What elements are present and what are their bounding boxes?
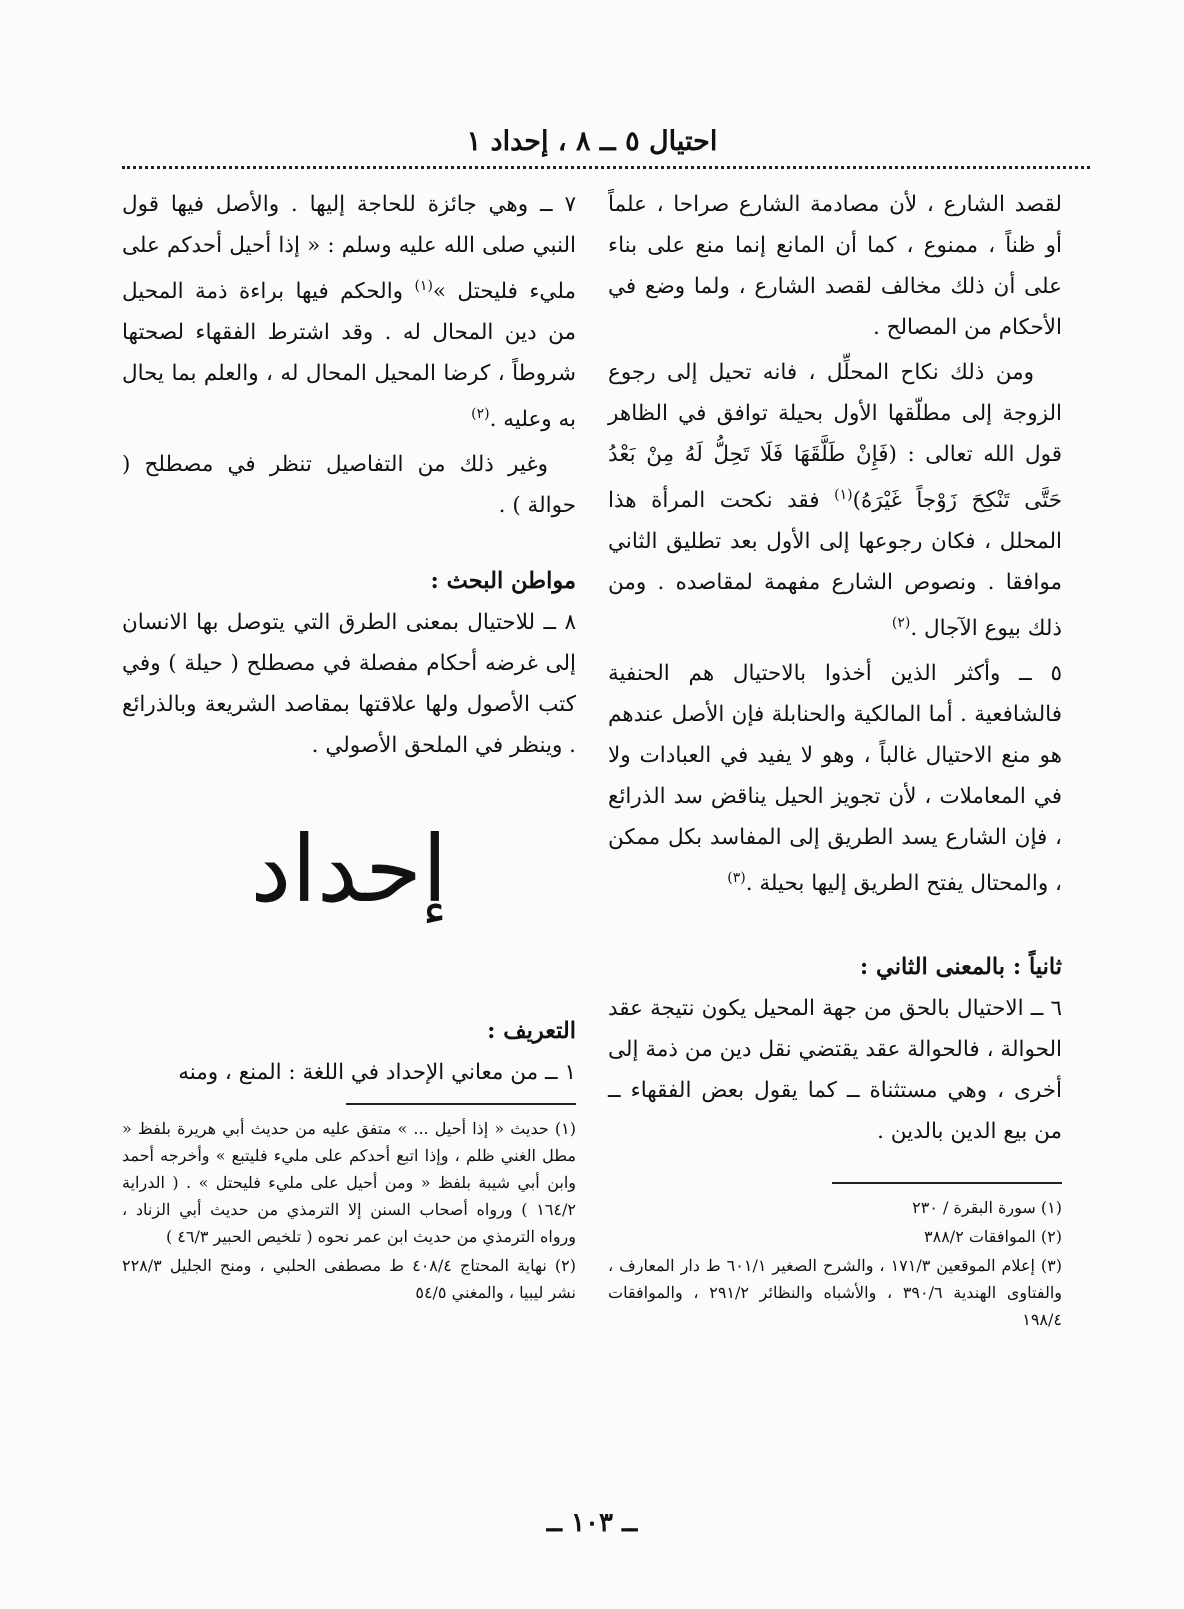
footnote-ref: (٢): [891, 615, 911, 632]
footnote: (٢) الموافقات ٣٨٨/٢: [924, 1227, 1062, 1247]
entry-title: إحداد: [250, 816, 448, 924]
paragraph: وغير ذلك من التفاصيل تنظر في مصطلح ( حوالة ) .: [122, 452, 576, 519]
footnote-ref: (١): [834, 487, 853, 503]
paragraph: لقصد الشارع ، لأن مصادمة الشارع صراحا ، علماً أو ظناً ، ممنوع ، كما أن المانع إنما منع على بناء على أن ذلك مخالف لقصد الشارع ، ولما وضع في الأحكام من المصالح .: [608, 192, 1062, 340]
page-number: ــ ١٠٣ ــ: [546, 1508, 638, 1538]
paragraph: ١ ــ من معاني الإحداد في اللغة : المنع ، ومنه: [178, 1060, 576, 1086]
footnote-ref: (١): [414, 278, 433, 294]
left-column: [122, 184, 576, 1308]
paragraph-text: والحكم فيها براءة ذمة المحيل من دين المحال له . وقد اشترط الفقهاء لصحتها شروطاً ، كرضا المحيل المحال له ، والعلم بما يحال به وعليه .: [122, 279, 576, 433]
footnote: (٢) نهاية المحتاج ٤٠٨/٤ ط مصطفى الحلبي ، ومنح الجليل ٢٢٨/٣ نشر ليبيا ، والمغني ٥٤/٥: [122, 1256, 576, 1303]
footnote: (١) سورة البقرة / ٢٣٠: [912, 1198, 1062, 1218]
footnote: (١) حديث « إذا أحيل ... » متفق عليه من حديث أبي هريرة بلفظ « مطل الغني ظلم ، وإذا اتبع أحدكم على مليء فليتبع » وأخرجه أحمد وابن أبي شيبة بلفظ « ومن أحيل على مليء فليحتل » . ( الدراية ١٦٤/٢ ) ورواه أصحاب السنن إلا الترمذي من حديث أبي الزناد ، ورواه الترمذي من حديث ابن عمر نحوه ( تلخيص الحبير ٤٦/٣ ): [122, 1119, 576, 1247]
paragraph: ٦ ــ الاحتيال بالحق من جهة المحيل يكون نتيجة عقد الحوالة ، فالحوالة عقد يقتضي نقل دين من ذمة إلى أخرى ، وهي مستثناة ــ كما يقول بعض الفقهاء ــ من بيع الدين بالدين .: [608, 996, 1062, 1145]
paragraph: ٨ ــ للاحتيال بمعنى الطرق التي يتوصل بها الانسان إلى غرضه أحكام مفصلة في مصطلح ( حيلة ) وفي كتب الأصول ولها علاقتها بمقاصد الشريعة وبالذرائع . وينظر في الملحق الأصولي .: [122, 610, 576, 759]
paragraph: [122, 184, 576, 440]
footnote-ref: (٢): [471, 406, 490, 423]
footnote-divider: [346, 1103, 576, 1105]
section-heading: مواطن البحث :: [430, 568, 576, 595]
footnote-divider: [832, 1182, 1062, 1184]
paragraph-text: فقد نكحت المرأة هذا المحلل ، فكان رجوعها إلى الأول بعد تطليق الثاني موافقا . ونصوص الشارع مفهمة لمقاصده . ومن ذلك بيوع الآجال .: [608, 488, 1062, 642]
section-heading: ثانياً : بالمعنى الثاني :: [859, 954, 1062, 981]
paragraph-text: ٧ ــ وهي جائزة للحاجة إليها . والأصل فيها قول النبي صلى الله عليه وسلم : « إذا أحيل أحدكم على مليء فليحتل »: [122, 192, 576, 305]
right-column: [608, 184, 1062, 1335]
paragraph-text: ومن ذلك نكاح المحلِّل ، فانه تحيل إلى رجوع الزوجة إلى مطلّقها الأول بحيلة توافق في الظاهر قول الله تعالى : (فَإِنْ طَلَّقَهَا فَلَا تَحِلُّ لَهُ مِنْ بَعْدُ حَتَّى تَنْكِحَ زَوْجاً غَيْرَهُ): [608, 360, 1063, 514]
paragraph: [608, 653, 1062, 904]
footnote-ref: (٣): [727, 870, 746, 887]
section-heading: التعريف :: [487, 1018, 576, 1045]
header-divider: [122, 166, 1090, 169]
footnote: (٣) إعلام الموقعين ١٧١/٣ ، والشرح الصغير ٦٠١/١ ط دار المعارف ، والفتاوى الهندية ٣٩٠/٦ ، والأشباه والنظائر ٢٩١/٢ ، والموافقات ١٩٨/٤: [608, 1256, 1063, 1330]
paragraph-text: ٥ ــ وأكثر الذين أخذوا بالاحتيال هم الحنفية فالشافعية . أما المالكية والحنابلة فإن الأصل عندهم هو منع الاحتيال غالباً ، وهو لا يفيد في العبادات ولا في المعاملات ، لأن تجويز الحيل يناقض سد الذرائع ، فإن الشارع يسد الطريق إلى المفاسد بكل ممكن ، والمحتال يفتح الطريق إليها بحيلة .: [608, 661, 1062, 897]
paragraph: [608, 352, 1062, 649]
page-header: احتيال ٥ ــ ٨ ، إحداد ١: [466, 126, 718, 157]
